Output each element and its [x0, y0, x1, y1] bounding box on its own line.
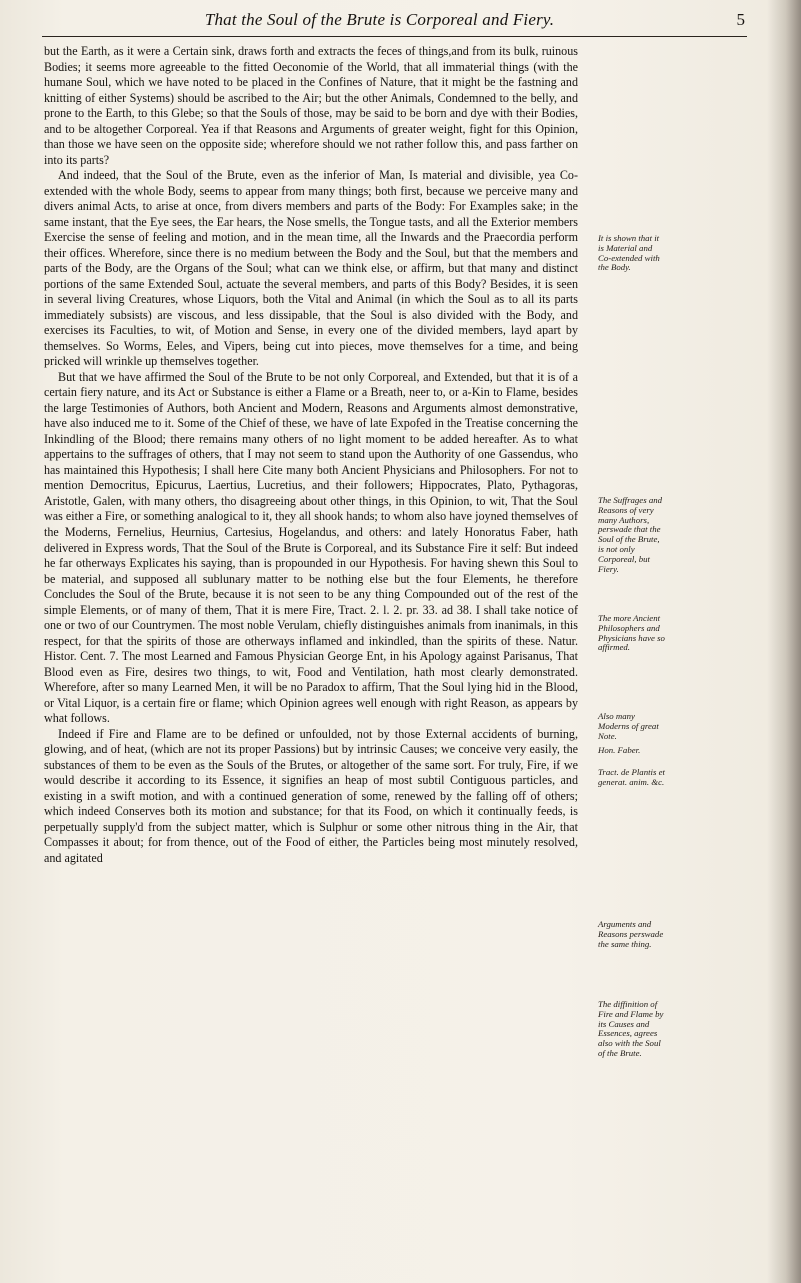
margin-note: Arguments and Reasons perswade the same thing.: [598, 919, 664, 949]
margin-note: Also many Moderns of great Note.: [598, 711, 659, 741]
page-header: [42, 8, 747, 37]
page-edge-shadow: [767, 0, 801, 1283]
page-number: 5: [736, 10, 745, 29]
margin-note: It is shown that it is Material and Co-extended with the Body.: [598, 233, 660, 273]
paragraph: And indeed, that the Soul of the Brute, even as the inferior of Man, Is material and divisible, yea Co-extended with the whole Body, seems to appear from many things; both first, because we perceive many and divers animal Acts, to arise at once, from divers members and parts of the Body: For Examples sake; in the same instant, that the Eye sees, the Ear hears, the Nose smells, the Tongue tasts, and all the Exterior members Exercise the sense of feeling and motion, and in the mean time, all the Inwards and the Praecordia perform their offices. Wherefore, since there is no medium between the Body and the Soul, but that the members and parts of the Body, are the Organs of the Soul; what can we think else, or affirm, but that many and distinct portions of the same Extended Soul, actuate the several members, and parts of this Body? Besides, it is seen in several living Creatures, whose Liquors, both the Vital and Animal (in which the Soul as to all its parts immediately subsists) are viscous, and less dissipable, that the Soul is also divided with the Body, and exercises its Faculties, to wit, of Motion and Sense, in every one of the divided members, layd apart by themselves. So Worms, Eeles, and Vipers, being cut into pieces, move themselves for a time, and being pricked will wrinkle up themselves together.: [44, 168, 578, 369]
margin-note: The more Ancient Philosophers and Physicians have so affirmed.: [598, 613, 665, 653]
margin-note: Hon. Faber.: [598, 745, 641, 755]
margin-note: The Suffrages and Reasons of very many Authors, perswade that the Soul of the Brute, is not only Corporeal, but Fiery.: [598, 495, 663, 574]
margin-note: Tract. de Plantis et generat. anim. &c.: [598, 767, 665, 787]
running-head: That the Soul of the Brute is Corporeal and Fiery.: [204, 10, 555, 29]
paragraph: Indeed if Fire and Flame are to be defined or unfoulded, not by those External accidents of burning, glowing, and of heat, (which are not its proper Passions) but by intrinsic Causes; we conceive very easily, the substances of them to be even as the Souls of the Brutes, or altogether of the same sort. For truly, Fire, if we would describe it according to its Essence, it signifies an heap of most subtil Contiguous particles, and existing in a swift motion, and with a continued generation of some, renewed by the falling off of others; which indeed Conserves both its motion and substance; for that its Food, on which it continually feeds, is perpetually supply'd from the subject matter, which is Sulphur or some other nitrous thing in the Air, that Compasses it about; for from thence, out of the Food of either, the Particles being most minutely resolved, and agitated: [44, 726, 578, 865]
body-text: [44, 44, 578, 866]
paragraph: but the Earth, as it were a Certain sink, draws forth and extracts the feces of things,and from its bulk, ruinous Bodies; it seems more agreeable to the fitted Oeconomie of the World, that all immaterial things (with the humane Soul, which we have noted to be placed in the Confines of Nature, that it might be the fastning and knitting of either Systems) should be ascribed to the Air; but the other Animals, Condemned to the belly, and prone to the Earth, to this Glebe; so that the Souls of those, may be said to be born and dye with their Bodies, and to be altogether Corporeal. Yea if that Reasons and Arguments of greater weight, fight for this Opinion, than those we have seen on the opposite side; wherefore should we not rather follow this, and pass farther on into its parts?: [44, 44, 578, 167]
paragraph: But that we have affirmed the Soul of the Brute to be not only Corporeal, and Extended, but that it is of a certain fiery nature, and its Act or Substance is either a Flame or a Breath, neer to, or a-Kin to Flame, besides the large Testimonies of Authors, both Ancient and Modern, Reasons and Arguments almost demonstrative, have also induced me to it. Some of the Chief of these, we have of late Expofed in the Treatise concerning the Inkindling of the Blood; there remains many others of no light moment to be added hereafter. As to what appertains to the suffrages of others, that I may not seem to stand upon the Authority of one Gassendus, who has maintained this Hypothesis; I shall here Cite many both Ancient Physicians and Philosophers. For not to mention Democritus, Epicurus, Laertius, Lucretius, and their followers; Hippocrates, Plato, Pythagoras, Aristotle, Galen, with many others, tho disagreeing about other things, in this Opinion, to wit, That the Soul was either a Fire, or something analogical to it, they all shook hands; to whom also have joyned themselves of the Moderns, Fernelius, Heurnius, Cartesius, Hogelandus, and others: and lately Honoratus Faber, hath delivered in Express words, That the Soul of the Brute is Corporeal, and its Substance Fire it self: But indeed he far otherways Explicates his saying, than is propounded in our Hypothesis. For having shewn this Soul to be material, and supposed all sublunary matter to be nothing else but the four Elements, he therefore Concludes the Soul of the Brute, because it is not seen to be any thing Compounded out of the rest of the simple Elements, or of many of them, That it is mere Fire, Tract. 2. l. 2. pr. 33. ad 38. I shall take notice of one or two of our Countrymen. The most noble Verulam, chiefly distinguishes animals from inanimals, in this respect, for that the spirits of those are otherways inflamed and inkindled, than the spirits of these. Natur. Histor. Cent. 7. The most Learned and Famous Physician George Ent, in his Apology against Parisanus, That Blood even as Fire, desires two things, to wit, Food and Ventilation, hath most clearly demonstrated. Wherefore, after so many Learned Men, it will be no Paradox to affirm, That the Soul lying hid in the Blood, or Vital Liquor, is a certain fire or flame; which Opinion agrees well enough with right Reason, as appears by what follows.: [44, 369, 578, 726]
margin-note: The diffinition of Fire and Flame by its Causes and Essences, agrees also with the Soul of the Brute.: [598, 999, 664, 1058]
